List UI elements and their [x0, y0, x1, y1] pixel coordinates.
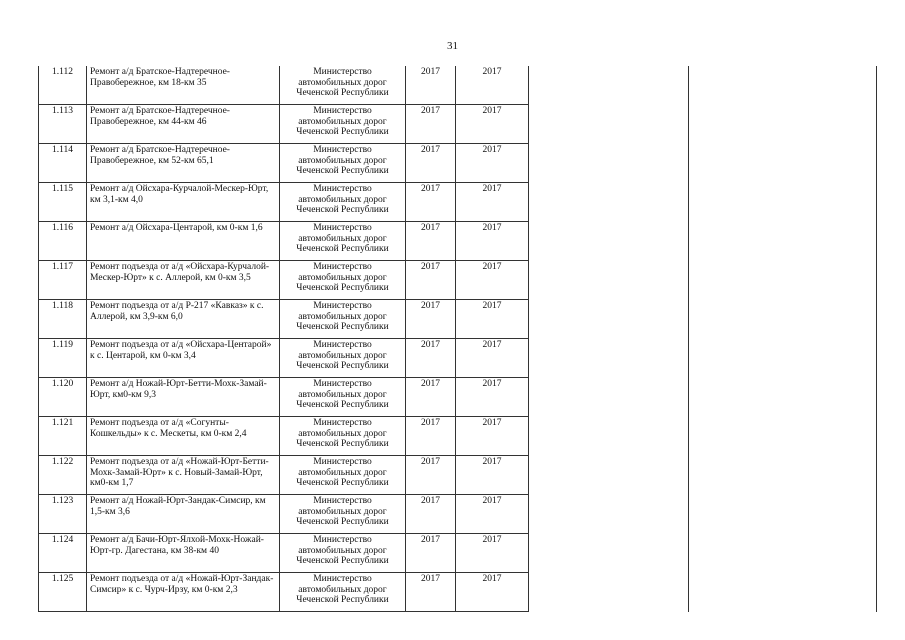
blank-cell-a — [529, 573, 689, 612]
table-body — [39, 66, 877, 612]
work-name-cell: Ремонт подъезда от а/д «Ножай-Юрт-Бетти-Мохк-Замай-Юрт» к с. Новый-Замай-Юрт, км0-км 1,7 — [87, 456, 280, 495]
table-row — [39, 66, 877, 105]
blank-cell-a — [529, 534, 689, 573]
blank-cell-a — [529, 417, 689, 456]
start-year-cell: 2017 — [406, 144, 456, 183]
row-number-cell: 1.124 — [39, 534, 87, 573]
executor-cell: Министерство автомобильных дорог Чеченской Республики — [280, 495, 406, 534]
row-number-cell: 1.118 — [39, 300, 87, 339]
row-number-cell: 1.119 — [39, 339, 87, 378]
start-year-cell: 2017 — [406, 534, 456, 573]
blank-cell-a — [529, 183, 689, 222]
row-number-cell: 1.114 — [39, 144, 87, 183]
start-year-cell: 2017 — [406, 378, 456, 417]
end-year-cell: 2017 — [456, 261, 529, 300]
end-year-cell: 2017 — [456, 105, 529, 144]
blank-cell-b — [689, 222, 877, 261]
executor-cell: Министерство автомобильных дорог Чеченской Республики — [280, 456, 406, 495]
row-number-cell: 1.117 — [39, 261, 87, 300]
table-row — [39, 261, 877, 300]
end-year-cell: 2017 — [456, 456, 529, 495]
row-number-cell: 1.115 — [39, 183, 87, 222]
row-number-cell: 1.116 — [39, 222, 87, 261]
blank-cell-a — [529, 261, 689, 300]
executor-cell: Министерство автомобильных дорог Чеченской Республики — [280, 222, 406, 261]
table-row — [39, 300, 877, 339]
work-name-cell: Ремонт подъезда от а/д «Ойсхара-Центарой» к с. Центарой, км 0-км 3,4 — [87, 339, 280, 378]
blank-cell-a — [529, 222, 689, 261]
start-year-cell: 2017 — [406, 66, 456, 105]
work-name-cell: Ремонт а/д Братское-Надтеречное-Правобережное, км 44-км 46 — [87, 105, 280, 144]
table-row — [39, 105, 877, 144]
table-row — [39, 378, 877, 417]
executor-cell: Министерство автомобильных дорог Чеченской Республики — [280, 573, 406, 612]
table-row — [39, 222, 877, 261]
executor-cell: Министерство автомобильных дорог Чеченской Республики — [280, 339, 406, 378]
table-row — [39, 495, 877, 534]
end-year-cell: 2017 — [456, 495, 529, 534]
start-year-cell: 2017 — [406, 417, 456, 456]
work-name-cell: Ремонт подъезда от а/д Р-217 «Кавказ» к с. Аллерой, км 3,9-км 6,0 — [87, 300, 280, 339]
blank-cell-b — [689, 573, 877, 612]
blank-cell-a — [529, 456, 689, 495]
end-year-cell: 2017 — [456, 144, 529, 183]
executor-cell: Министерство автомобильных дорог Чеченской Республики — [280, 66, 406, 105]
table-row — [39, 144, 877, 183]
end-year-cell: 2017 — [456, 300, 529, 339]
page-number: 31 — [447, 40, 458, 52]
blank-cell-a — [529, 66, 689, 105]
row-number-cell: 1.113 — [39, 105, 87, 144]
executor-cell: Министерство автомобильных дорог Чеченской Республики — [280, 378, 406, 417]
row-number-cell: 1.120 — [39, 378, 87, 417]
blank-cell-a — [529, 300, 689, 339]
blank-cell-a — [529, 339, 689, 378]
end-year-cell: 2017 — [456, 183, 529, 222]
table-row — [39, 456, 877, 495]
work-name-cell: Ремонт а/д Ножай-Юрт-Зандак-Симсир, км 1,5-км 3,6 — [87, 495, 280, 534]
blank-cell-b — [689, 456, 877, 495]
start-year-cell: 2017 — [406, 261, 456, 300]
table-row — [39, 339, 877, 378]
program-table — [38, 66, 877, 612]
end-year-cell: 2017 — [456, 66, 529, 105]
executor-cell: Министерство автомобильных дорог Чеченской Республики — [280, 534, 406, 573]
blank-cell-b — [689, 66, 877, 105]
table-row — [39, 573, 877, 612]
start-year-cell: 2017 — [406, 495, 456, 534]
blank-cell-b — [689, 105, 877, 144]
work-name-cell: Ремонт а/д Братское-Надтеречное-Правобережное, км 52-км 65,1 — [87, 144, 280, 183]
blank-cell-b — [689, 339, 877, 378]
blank-cell-b — [689, 495, 877, 534]
executor-cell: Министерство автомобильных дорог Чеченской Республики — [280, 183, 406, 222]
row-number-cell: 1.121 — [39, 417, 87, 456]
start-year-cell: 2017 — [406, 222, 456, 261]
end-year-cell: 2017 — [456, 378, 529, 417]
start-year-cell: 2017 — [406, 573, 456, 612]
row-number-cell: 1.112 — [39, 66, 87, 105]
blank-cell-b — [689, 261, 877, 300]
executor-cell: Министерство автомобильных дорог Чеченской Республики — [280, 300, 406, 339]
work-name-cell: Ремонт подъезда от а/д «Согунты-Кошкельды» к с. Мескеты, км 0-км 2,4 — [87, 417, 280, 456]
blank-cell-b — [689, 144, 877, 183]
blank-cell-a — [529, 105, 689, 144]
table-row — [39, 183, 877, 222]
blank-cell-b — [689, 534, 877, 573]
work-name-cell: Ремонт подъезда от а/д «Ойсхара-Курчалой-Мескер-Юрт» к с. Аллерой, км 0-км 3,5 — [87, 261, 280, 300]
executor-cell: Министерство автомобильных дорог Чеченской Республики — [280, 144, 406, 183]
work-name-cell: Ремонт а/д Бачи-Юрт-Ялхой-Мохк-Ножай-Юрт-гр. Дагестана, км 38-км 40 — [87, 534, 280, 573]
blank-cell-a — [529, 378, 689, 417]
end-year-cell: 2017 — [456, 417, 529, 456]
row-number-cell: 1.122 — [39, 456, 87, 495]
executor-cell: Министерство автомобильных дорог Чеченской Республики — [280, 105, 406, 144]
start-year-cell: 2017 — [406, 183, 456, 222]
row-number-cell: 1.125 — [39, 573, 87, 612]
work-name-cell: Ремонт а/д Ножай-Юрт-Бетти-Мохк-Замай-Юрт, км0-км 9,3 — [87, 378, 280, 417]
start-year-cell: 2017 — [406, 339, 456, 378]
end-year-cell: 2017 — [456, 534, 529, 573]
start-year-cell: 2017 — [406, 300, 456, 339]
row-number-cell: 1.123 — [39, 495, 87, 534]
table-row — [39, 417, 877, 456]
work-name-cell: Ремонт а/д Ойсхара-Курчалой-Мескер-Юрт, км 3,1-км 4,0 — [87, 183, 280, 222]
end-year-cell: 2017 — [456, 222, 529, 261]
end-year-cell: 2017 — [456, 339, 529, 378]
table-row — [39, 534, 877, 573]
start-year-cell: 2017 — [406, 105, 456, 144]
executor-cell: Министерство автомобильных дорог Чеченской Республики — [280, 261, 406, 300]
work-name-cell: Ремонт а/д Ойсхара-Центарой, км 0-км 1,6 — [87, 222, 280, 261]
work-name-cell: Ремонт подъезда от а/д «Ножай-Юрт-Зандак-Симсир» к с. Чурч-Ирзу, км 0-км 2,3 — [87, 573, 280, 612]
blank-cell-b — [689, 378, 877, 417]
blank-cell-b — [689, 183, 877, 222]
blank-cell-b — [689, 300, 877, 339]
work-name-cell: Ремонт а/д Братское-Надтеречное-Правобережное, км 18-км 35 — [87, 66, 280, 105]
start-year-cell: 2017 — [406, 456, 456, 495]
blank-cell-a — [529, 495, 689, 534]
blank-cell-b — [689, 417, 877, 456]
blank-cell-a — [529, 144, 689, 183]
executor-cell: Министерство автомобильных дорог Чеченской Республики — [280, 417, 406, 456]
end-year-cell: 2017 — [456, 573, 529, 612]
